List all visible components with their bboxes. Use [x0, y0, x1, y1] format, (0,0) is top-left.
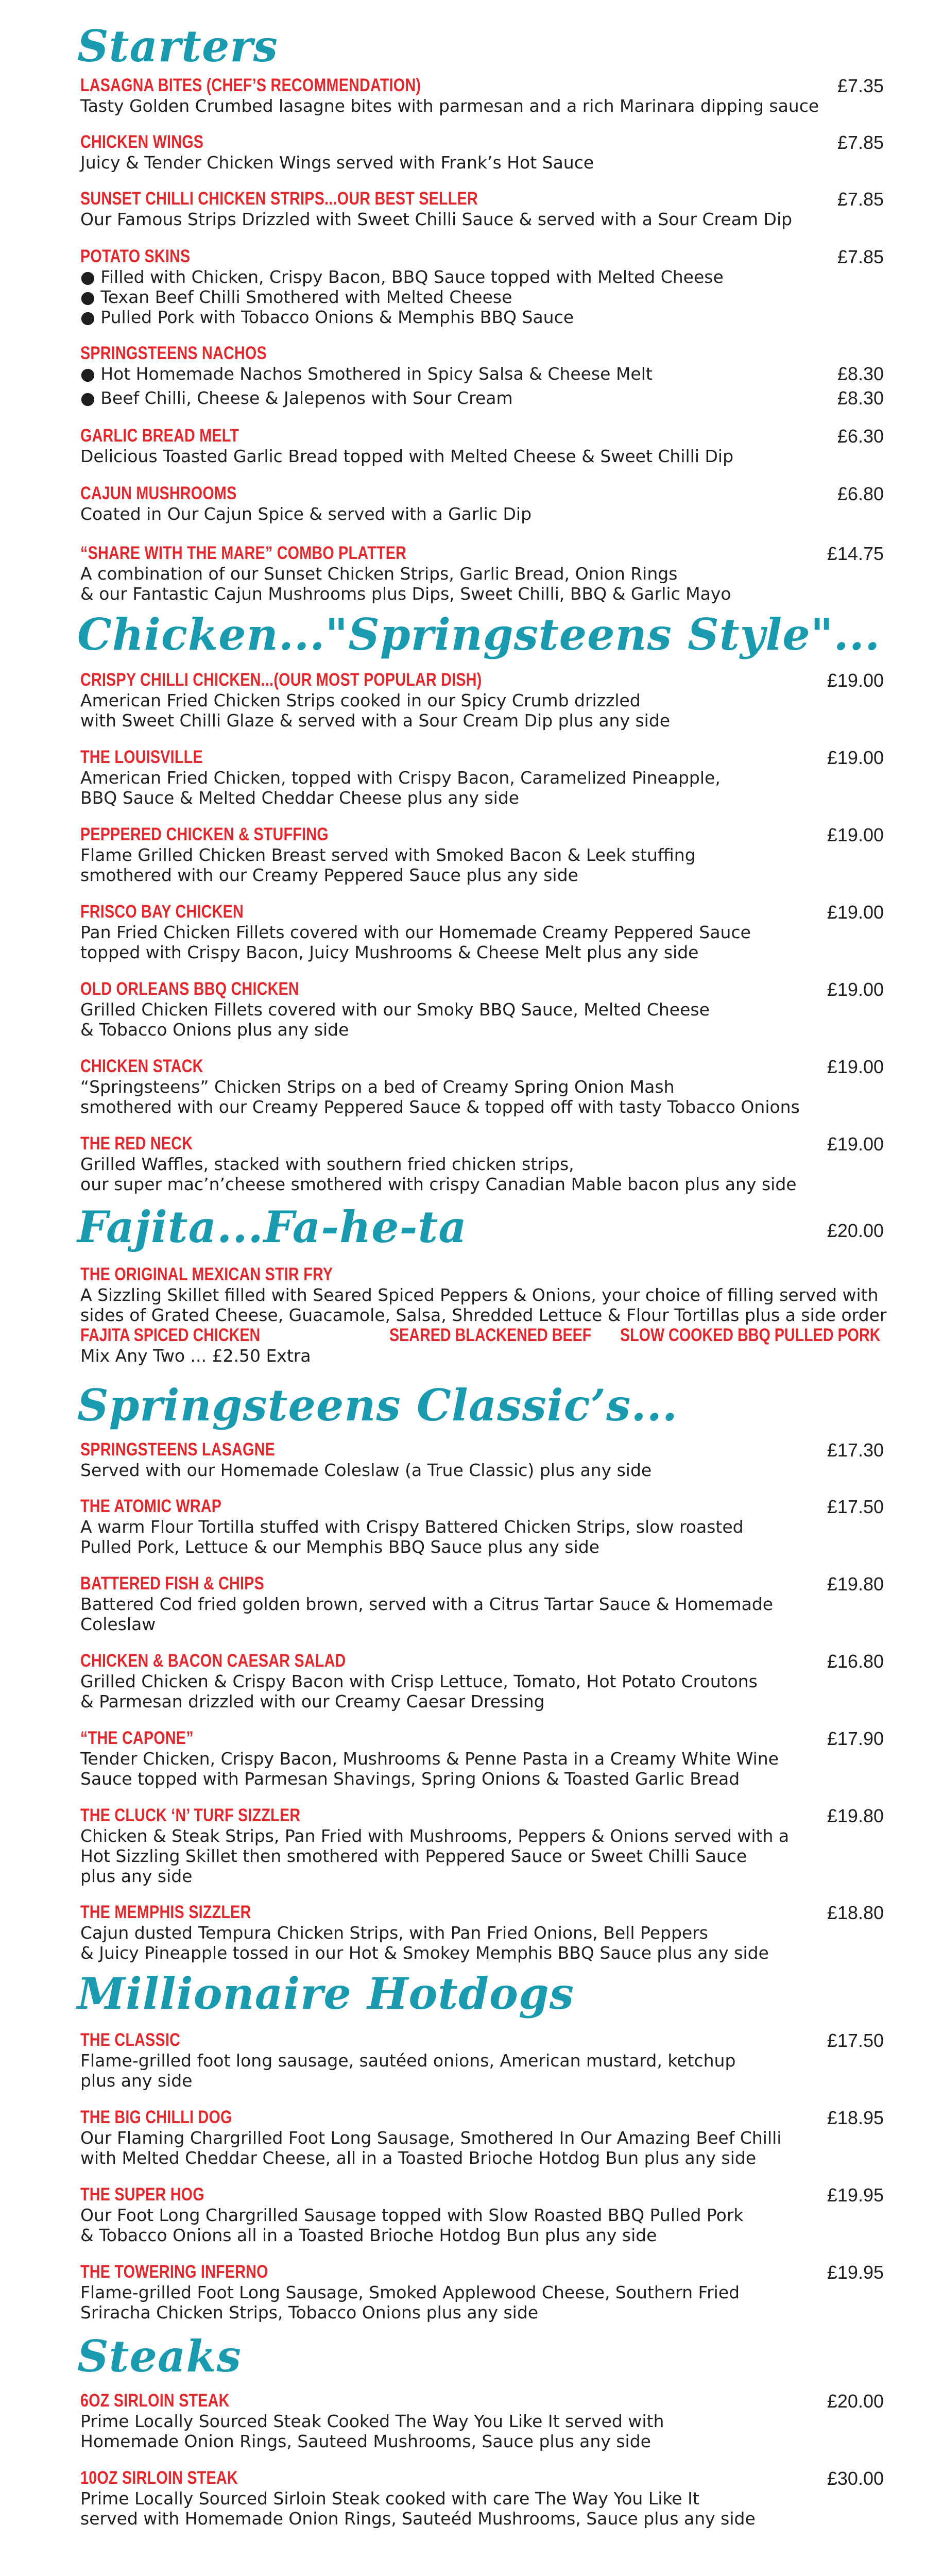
item-name: CHICKEN WINGS — [80, 132, 204, 152]
menu-item — [80, 132, 884, 173]
menu-item — [80, 1902, 884, 1963]
bullet-row: ● Beef Chilli, Cheese & Jalepenos with Sour Cream £8.30 — [80, 387, 884, 409]
menu-item — [80, 246, 884, 327]
menu-item — [80, 1133, 884, 1194]
item-name: PEPPERED CHICKEN & STUFFING — [80, 824, 329, 844]
menu-item — [80, 2184, 884, 2245]
item-name: POTATO SKINS — [80, 246, 191, 266]
item-name: FRISCO BAY CHICKEN — [80, 902, 244, 922]
item-price: £8.30 — [837, 387, 884, 409]
item-description: Tender Chicken, Crispy Bacon, Mushrooms & Penne Pasta in a Creamy White Wine Sauce topped with Parmesan Shavings, Spring Onions & Toasted Garlic Bread — [80, 1749, 779, 1789]
item-name: THE ATOMIC WRAP — [80, 1496, 222, 1516]
item-description: Delicious Toasted Garlic Bread topped with Melted Cheese & Sweet Chilli Dip — [80, 446, 734, 466]
item-price: £19.95 — [827, 2184, 884, 2206]
item-name: OLD ORLEANS BBQ CHICKEN — [80, 979, 300, 999]
item-description: Our Famous Strips Drizzled with Sweet Chilli Sauce & served with a Sour Cream Dip — [80, 209, 793, 229]
menu-item — [80, 979, 884, 1040]
item-price: £19.00 — [827, 902, 884, 923]
item-description: Flame Grilled Chicken Breast served with Smoked Bacon & Leek stuffing smothered with our Creamy Peppered Sauce plus any side — [80, 845, 696, 885]
section-title-steaks: Steaks — [77, 2331, 242, 2382]
fajita-extra: Mix Any Two ... £2.50 Extra — [80, 1346, 311, 1366]
menu-item — [80, 2262, 884, 2323]
item-name: THE CLASSIC — [80, 2030, 181, 2050]
item-description: Pan Fried Chicken Fillets covered with our Homemade Creamy Peppered Sauce topped with Crispy Bacon, Juicy Mushrooms & Cheese Melt plus any side — [80, 922, 751, 962]
item-name: 6OZ SIRLOIN STEAK — [80, 2391, 230, 2411]
item-description: American Fried Chicken, topped with Crispy Bacon, Caramelized Pineapple, BBQ Sauce & Melted Cheddar Cheese plus any side — [80, 768, 721, 808]
menu-item — [80, 1264, 887, 1366]
variant-pork: SLOW COOKED BBQ PULLED PORK — [620, 1325, 881, 1345]
item-description: A warm Flour Tortilla stuffed with Crispy Battered Chicken Strips, slow roasted Pulled Pork, Lettuce & our Memphis BBQ Sauce plus any side — [80, 1517, 744, 1557]
menu-item — [80, 1728, 884, 1789]
item-name: CAJUN MUSHROOMS — [80, 483, 237, 503]
fajita-variants — [80, 1325, 884, 1346]
item-name: SPRINGSTEENS NACHOS — [80, 343, 267, 363]
item-price: £19.00 — [827, 670, 884, 691]
menu-item — [80, 1439, 884, 1480]
item-name: BATTERED FISH & CHIPS — [80, 1573, 265, 1594]
item-description: Battered Cod fried golden brown, served with a Citrus Tartar Sauce & Homemade Coleslaw — [80, 1594, 774, 1634]
menu-item — [80, 343, 884, 408]
item-name: SPRINGSTEENS LASAGNE — [80, 1439, 276, 1460]
item-name: CHICKEN STACK — [80, 1056, 203, 1076]
item-description: Flame-grilled foot long sausage, sautéed onions, American mustard, ketchup plus any side — [80, 2050, 736, 2091]
item-price: £18.95 — [827, 2107, 884, 2128]
item-description: A combination of our Sunset Chicken Strips, Garlic Bread, Onion Rings & our Fantastic Cajun Mushrooms plus Dips, Sweet Chilli, BBQ & Garlic Mayo — [80, 564, 731, 604]
item-name: THE RED NECK — [80, 1133, 193, 1154]
menu-item — [80, 747, 884, 808]
item-name: LASAGNA BITES (CHEF’S RECOMMENDATION) — [80, 75, 421, 95]
item-description: Our Flaming Chargrilled Foot Long Sausage, Smothered In Our Amazing Beef Chilli with Melted Cheddar Cheese, all in a Toasted Brioche Hotdog Bun plus any side — [80, 2128, 782, 2168]
item-description: Grilled Waffles, stacked with southern fried chicken strips, our super mac’n’cheese smothered with crispy Canadian Mable bacon plus any side — [80, 1154, 797, 1194]
item-price: £7.35 — [837, 75, 884, 96]
menu-item — [80, 426, 884, 466]
section-title-fajita: Fajita...Fa-he-ta — [77, 1201, 467, 1252]
menu-item — [80, 75, 884, 116]
item-name: “THE CAPONE” — [80, 1728, 194, 1748]
item-name: THE MEMPHIS SIZZLER — [80, 1902, 251, 1922]
section-title-chicken: Chicken..."Springsteens Style"... — [77, 609, 881, 660]
item-price: £19.80 — [827, 1573, 884, 1595]
section-title-classics: Springsteens Classic’s... — [77, 1380, 678, 1431]
item-price: £6.80 — [837, 483, 884, 504]
menu-item — [80, 189, 884, 229]
menu-item — [80, 824, 884, 885]
item-name: THE SUPER HOG — [80, 2184, 204, 2205]
item-price: £7.85 — [837, 246, 884, 267]
item-price: £7.85 — [837, 189, 884, 210]
menu-item — [80, 1573, 884, 1634]
item-name: THE TOWERING INFERNO — [80, 2262, 268, 2282]
menu-item — [80, 1496, 884, 1557]
item-name: THE ORIGINAL MEXICAN STIR FRY — [80, 1264, 333, 1284]
item-price: £8.30 — [837, 363, 884, 384]
item-description: ● Filled with Chicken, Crispy Bacon, BBQ Sauce topped with Melted Cheese ● Texan Beef Chilli Smothered with Melted Cheese ● Pulled Pork with Tobacco Onions & Memphis BBQ Sauce — [80, 267, 724, 327]
item-name: GARLIC BREAD MELT — [80, 426, 239, 446]
item-name: CRISPY CHILLI CHICKEN...(OUR MOST POPULAR DISH) — [80, 670, 482, 690]
section-title-starters: Starters — [77, 21, 278, 72]
menu-item — [80, 483, 884, 524]
item-price: £20.00 — [827, 2391, 884, 2412]
item-name: CHICKEN & BACON CAESAR SALAD — [80, 1651, 346, 1671]
menu-item — [80, 670, 884, 731]
item-price: £17.90 — [827, 1728, 884, 1749]
item-name: THE BIG CHILLI DOG — [80, 2107, 232, 2127]
item-price: £19.00 — [827, 824, 884, 845]
item-description: “Springsteens” Chicken Strips on a bed of Creamy Spring Onion Mash smothered with our Creamy Peppered Sauce & topped off with tasty Tobacco Onions — [80, 1077, 800, 1117]
menu-item — [80, 1805, 884, 1886]
item-price: £19.95 — [827, 2262, 884, 2283]
item-description: A Sizzling Skillet filled with Seared Spiced Peppers & Onions, your choice of filling served with sides of Grated Cheese, Guacamole, Salsa, Shredded Lettuce & Flour Tortillas plus a side order — [80, 1285, 887, 1325]
item-description: Juicy & Tender Chicken Wings served with Frank’s Hot Sauce — [80, 152, 594, 173]
item-name: “SHARE WITH THE MARE” COMBO PLATTER — [80, 543, 407, 563]
item-description: Chicken & Steak Strips, Pan Fried with Mushrooms, Peppers & Onions served with a Hot Sizzling Skillet then smothered with Peppered Sauce or Sweet Chilli Sauce plus any side — [80, 1826, 790, 1886]
item-price: £20.00 — [827, 1220, 884, 1241]
item-price: £19.00 — [827, 747, 884, 768]
item-price: £18.80 — [827, 1902, 884, 1923]
item-price: £19.00 — [827, 1133, 884, 1155]
item-description: Served with our Homemade Coleslaw (a True Classic) plus any side — [80, 1460, 652, 1480]
bullet-row: ● Hot Homemade Nachos Smothered in Spicy Salsa & Cheese Melt £8.30 — [80, 363, 884, 384]
menu-item — [80, 2468, 884, 2529]
item-price: £19.00 — [827, 1056, 884, 1077]
item-description: Coated in Our Cajun Spice & served with a Garlic Dip — [80, 504, 532, 524]
item-description: Cajun dusted Tempura Chicken Strips, with Pan Fried Onions, Bell Peppers & Juicy Pineapple tossed in our Hot & Smokey Memphis BBQ Sauce plus any side — [80, 1923, 769, 1963]
item-description: Tasty Golden Crumbed lasagne bites with parmesan and a rich Marinara dipping sauce — [80, 96, 819, 116]
item-description: Prime Locally Sourced Steak Cooked The Way You Like It served with Homemade Onion Rings, Sauteed Mushrooms, Sauce plus any side — [80, 2411, 664, 2451]
menu-item — [80, 2391, 884, 2451]
item-price: £6.30 — [837, 426, 884, 447]
item-description: American Fried Chicken Strips cooked in our Spicy Crumb drizzled with Sweet Chilli Glaze & served with a Sour Cream Dip plus any side — [80, 690, 671, 731]
menu-item — [80, 2030, 884, 2091]
item-description — [80, 364, 884, 408]
item-price: £17.30 — [827, 1439, 884, 1461]
variant-beef: SEARED BLACKENED BEEF — [389, 1325, 592, 1345]
item-description: Grilled Chicken & Crispy Bacon with Crisp Lettuce, Tomato, Hot Potato Croutons & Parmesan drizzled with our Creamy Caesar Dressing — [80, 1671, 758, 1711]
item-name: SUNSET CHILLI CHICKEN STRIPS...OUR BEST SELLER — [80, 189, 478, 209]
menu-item — [80, 902, 884, 962]
item-name: THE CLUCK ‘N’ TURF SIZZLER — [80, 1805, 301, 1825]
item-description: Our Foot Long Chargrilled Sausage topped with Slow Roasted BBQ Pulled Pork & Tobacco Onions all in a Toasted Brioche Hotdog Bun plus any side — [80, 2205, 744, 2245]
menu-item — [80, 1651, 884, 1711]
item-price: £19.00 — [827, 979, 884, 1000]
item-price: £17.50 — [827, 1496, 884, 1517]
item-price: £14.75 — [827, 543, 884, 564]
item-price: £17.50 — [827, 2030, 884, 2051]
item-price: £30.00 — [827, 2468, 884, 2489]
item-price: £7.85 — [837, 132, 884, 153]
menu-item — [80, 543, 884, 604]
item-price: £16.80 — [827, 1651, 884, 1672]
item-description: Prime Locally Sourced Sirloin Steak cooked with care The Way You Like It served with Homemade Onion Rings, Sauteéd Mushrooms, Sauce plus any side — [80, 2488, 756, 2529]
item-description: Flame-grilled Foot Long Sausage, Smoked Applewood Cheese, Southern Fried Sriracha Chicken Strips, Tobacco Onions plus any side — [80, 2282, 740, 2323]
section-title-hotdogs: Millionaire Hotdogs — [77, 1968, 574, 2019]
item-description: Grilled Chicken Fillets covered with our Smoky BBQ Sauce, Melted Cheese & Tobacco Onions plus any side — [80, 999, 710, 1040]
item-name: 10OZ SIRLOIN STEAK — [80, 2468, 238, 2488]
variant-chicken: FAJITA SPICED CHICKEN — [80, 1325, 261, 1345]
item-price: £19.80 — [827, 1805, 884, 1826]
item-name: THE LOUISVILLE — [80, 747, 203, 767]
menu-item — [80, 2107, 884, 2168]
menu-item — [80, 1056, 884, 1117]
